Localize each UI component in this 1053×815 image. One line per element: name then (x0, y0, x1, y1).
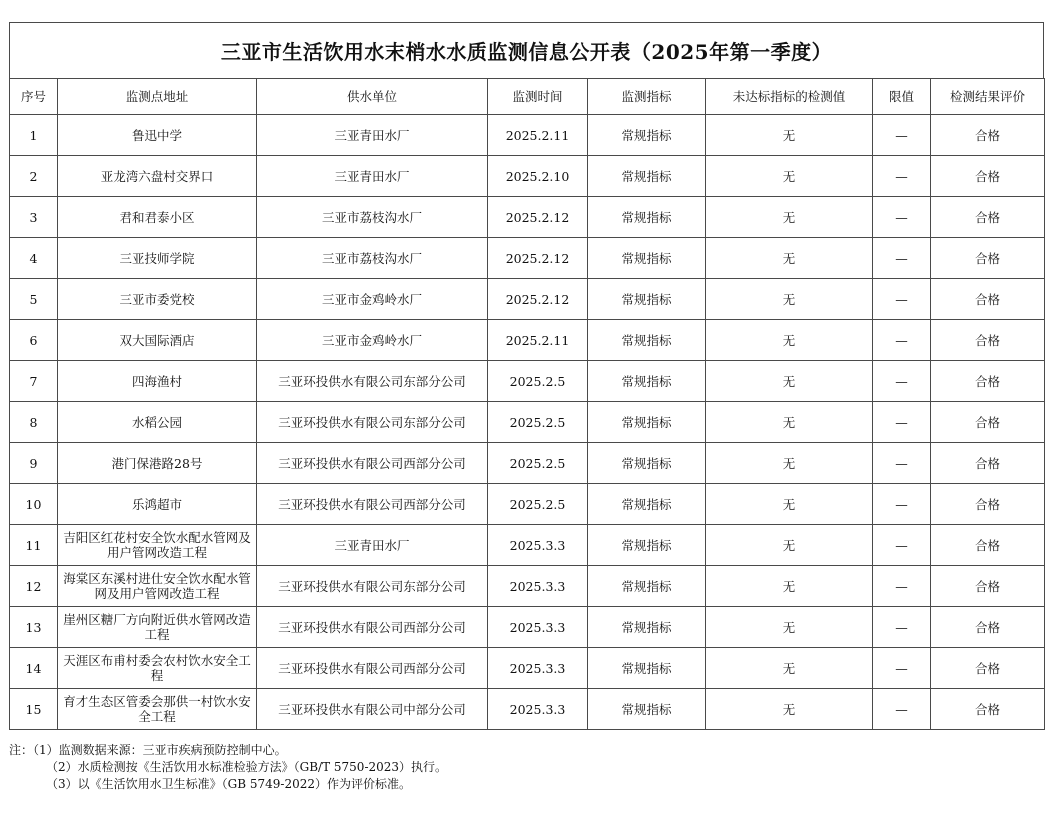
footnote-item: （1）监测数据来源：三亚市疾病预防控制中心。 (33, 743, 287, 757)
cell-no: 3 (10, 197, 58, 238)
cell-indicator: 常规指标 (588, 484, 706, 525)
report-sheet (9, 22, 1044, 730)
cell-no: 12 (10, 566, 58, 607)
water-quality-table (9, 78, 1045, 730)
cell-limit: — (873, 525, 931, 566)
cell-limit: — (873, 607, 931, 648)
cell-date: 2025.2.5 (488, 402, 588, 443)
cell-value: 无 (706, 566, 873, 607)
cell-no: 9 (10, 443, 58, 484)
cell-result: 合格 (931, 525, 1045, 566)
cell-supplier: 三亚环投供水有限公司东部分公司 (257, 361, 488, 402)
cell-indicator: 常规指标 (588, 525, 706, 566)
cell-result: 合格 (931, 443, 1045, 484)
cell-value: 无 (706, 238, 873, 279)
cell-no: 4 (10, 238, 58, 279)
cell-date: 2025.3.3 (488, 607, 588, 648)
cell-site: 水稻公园 (58, 402, 257, 443)
footnotes (9, 742, 447, 793)
cell-supplier: 三亚青田水厂 (257, 156, 488, 197)
cell-result: 合格 (931, 484, 1045, 525)
cell-supplier: 三亚环投供水有限公司东部分公司 (257, 566, 488, 607)
table-row (10, 525, 1045, 566)
cell-no: 6 (10, 320, 58, 361)
table-row (10, 197, 1045, 238)
table-row (10, 443, 1045, 484)
cell-limit: — (873, 648, 931, 689)
cell-result: 合格 (931, 238, 1045, 279)
cell-supplier: 三亚市荔枝沟水厂 (257, 197, 488, 238)
cell-result: 合格 (931, 115, 1045, 156)
table-header-row (10, 79, 1045, 115)
cell-result: 合格 (931, 197, 1045, 238)
footnote-line (9, 759, 447, 776)
cell-indicator: 常规指标 (588, 607, 706, 648)
cell-result: 合格 (931, 279, 1045, 320)
cell-indicator: 常规指标 (588, 320, 706, 361)
cell-value: 无 (706, 361, 873, 402)
cell-supplier: 三亚环投供水有限公司西部分公司 (257, 484, 488, 525)
cell-value: 无 (706, 484, 873, 525)
cell-site: 鲁迅中学 (58, 115, 257, 156)
column-header-no: 序号 (10, 79, 58, 115)
cell-value: 无 (706, 607, 873, 648)
cell-limit: — (873, 156, 931, 197)
footnote-line (9, 776, 447, 793)
cell-date: 2025.2.12 (488, 238, 588, 279)
cell-no: 14 (10, 648, 58, 689)
column-header-result: 检测结果评价 (931, 79, 1045, 115)
cell-indicator: 常规指标 (588, 156, 706, 197)
cell-indicator: 常规指标 (588, 361, 706, 402)
cell-limit: — (873, 279, 931, 320)
cell-value: 无 (706, 525, 873, 566)
table-row (10, 607, 1045, 648)
cell-site: 港门保港路28号 (58, 443, 257, 484)
table-row (10, 115, 1045, 156)
cell-result: 合格 (931, 689, 1045, 730)
cell-date: 2025.2.5 (488, 443, 588, 484)
cell-supplier: 三亚环投供水有限公司中部分公司 (257, 689, 488, 730)
cell-date: 2025.2.5 (488, 361, 588, 402)
cell-site: 吉阳区红花村安全饮水配水管网及用户管网改造工程 (58, 525, 257, 566)
cell-no: 13 (10, 607, 58, 648)
column-header-indicator: 监测指标 (588, 79, 706, 115)
cell-value: 无 (706, 279, 873, 320)
cell-date: 2025.2.12 (488, 197, 588, 238)
cell-result: 合格 (931, 156, 1045, 197)
cell-site: 育才生态区管委会那供一村饮水安全工程 (58, 689, 257, 730)
cell-indicator: 常规指标 (588, 279, 706, 320)
cell-indicator: 常规指标 (588, 402, 706, 443)
cell-indicator: 常规指标 (588, 689, 706, 730)
footnote-item: （2）水质检测按《生活饮用水标准检验方法》（GB/T 5750-2023）执行。 (46, 760, 448, 774)
cell-limit: — (873, 320, 931, 361)
cell-date: 2025.3.3 (488, 648, 588, 689)
cell-supplier: 三亚环投供水有限公司西部分公司 (257, 443, 488, 484)
cell-site: 四海渔村 (58, 361, 257, 402)
cell-result: 合格 (931, 320, 1045, 361)
cell-value: 无 (706, 197, 873, 238)
cell-indicator: 常规指标 (588, 197, 706, 238)
cell-limit: — (873, 238, 931, 279)
cell-site: 双大国际酒店 (58, 320, 257, 361)
cell-no: 11 (10, 525, 58, 566)
cell-date: 2025.3.3 (488, 566, 588, 607)
table-row (10, 320, 1045, 361)
cell-date: 2025.2.11 (488, 320, 588, 361)
cell-site: 海棠区东溪村进仕安全饮水配水管网及用户管网改造工程 (58, 566, 257, 607)
cell-limit: — (873, 402, 931, 443)
cell-indicator: 常规指标 (588, 238, 706, 279)
column-header-supplier: 供水单位 (257, 79, 488, 115)
table-body (10, 115, 1045, 730)
table-row (10, 238, 1045, 279)
cell-indicator: 常规指标 (588, 648, 706, 689)
column-header-limit: 限值 (873, 79, 931, 115)
cell-value: 无 (706, 443, 873, 484)
cell-site: 乐鸿超市 (58, 484, 257, 525)
cell-supplier: 三亚市金鸡岭水厂 (257, 320, 488, 361)
cell-value: 无 (706, 320, 873, 361)
cell-value: 无 (706, 648, 873, 689)
table-row (10, 361, 1045, 402)
cell-no: 8 (10, 402, 58, 443)
cell-supplier: 三亚环投供水有限公司西部分公司 (257, 607, 488, 648)
cell-no: 2 (10, 156, 58, 197)
column-header-value: 未达标指标的检测值 (706, 79, 873, 115)
title-box (9, 22, 1044, 78)
table-row (10, 279, 1045, 320)
cell-value: 无 (706, 689, 873, 730)
cell-supplier: 三亚环投供水有限公司东部分公司 (257, 402, 488, 443)
page-title: 三亚市生活饮用水末梢水水质监测信息公开表（2025年第一季度） (220, 40, 833, 64)
cell-date: 2025.3.3 (488, 525, 588, 566)
cell-date: 2025.3.3 (488, 689, 588, 730)
cell-limit: — (873, 443, 931, 484)
cell-limit: — (873, 689, 931, 730)
cell-supplier: 三亚青田水厂 (257, 525, 488, 566)
cell-no: 7 (10, 361, 58, 402)
cell-supplier: 三亚市金鸡岭水厂 (257, 279, 488, 320)
cell-value: 无 (706, 156, 873, 197)
cell-date: 2025.2.10 (488, 156, 588, 197)
cell-indicator: 常规指标 (588, 566, 706, 607)
cell-supplier: 三亚青田水厂 (257, 115, 488, 156)
cell-limit: — (873, 197, 931, 238)
cell-date: 2025.2.11 (488, 115, 588, 156)
cell-no: 1 (10, 115, 58, 156)
cell-date: 2025.2.12 (488, 279, 588, 320)
table-row (10, 566, 1045, 607)
cell-no: 10 (10, 484, 58, 525)
cell-site: 三亚技师学院 (58, 238, 257, 279)
cell-supplier: 三亚市荔枝沟水厂 (257, 238, 488, 279)
table-row (10, 689, 1045, 730)
footnote-prefix: 注： (9, 743, 34, 757)
cell-limit: — (873, 566, 931, 607)
cell-site: 天涯区布甫村委会农村饮水安全工程 (58, 648, 257, 689)
cell-site: 君和君泰小区 (58, 197, 257, 238)
cell-value: 无 (706, 402, 873, 443)
cell-date: 2025.2.5 (488, 484, 588, 525)
cell-value: 无 (706, 115, 873, 156)
cell-result: 合格 (931, 648, 1045, 689)
cell-site: 三亚市委党校 (58, 279, 257, 320)
cell-supplier: 三亚环投供水有限公司西部分公司 (257, 648, 488, 689)
table-row (10, 156, 1045, 197)
cell-result: 合格 (931, 402, 1045, 443)
column-header-site: 监测点地址 (58, 79, 257, 115)
cell-result: 合格 (931, 607, 1045, 648)
column-header-date: 监测时间 (488, 79, 588, 115)
table-row (10, 648, 1045, 689)
cell-limit: — (873, 484, 931, 525)
cell-limit: — (873, 115, 931, 156)
cell-limit: — (873, 361, 931, 402)
cell-result: 合格 (931, 566, 1045, 607)
table-row (10, 402, 1045, 443)
table-row (10, 484, 1045, 525)
cell-site: 亚龙湾六盘村交界口 (58, 156, 257, 197)
cell-result: 合格 (931, 361, 1045, 402)
footnote-item: （3）以《生活饮用水卫生标准》（GB 5749-2022）作为评价标准。 (46, 777, 411, 791)
cell-no: 5 (10, 279, 58, 320)
cell-indicator: 常规指标 (588, 115, 706, 156)
cell-no: 15 (10, 689, 58, 730)
footnote-line (9, 742, 447, 759)
cell-indicator: 常规指标 (588, 443, 706, 484)
cell-site: 崖州区糖厂方向附近供水管网改造工程 (58, 607, 257, 648)
